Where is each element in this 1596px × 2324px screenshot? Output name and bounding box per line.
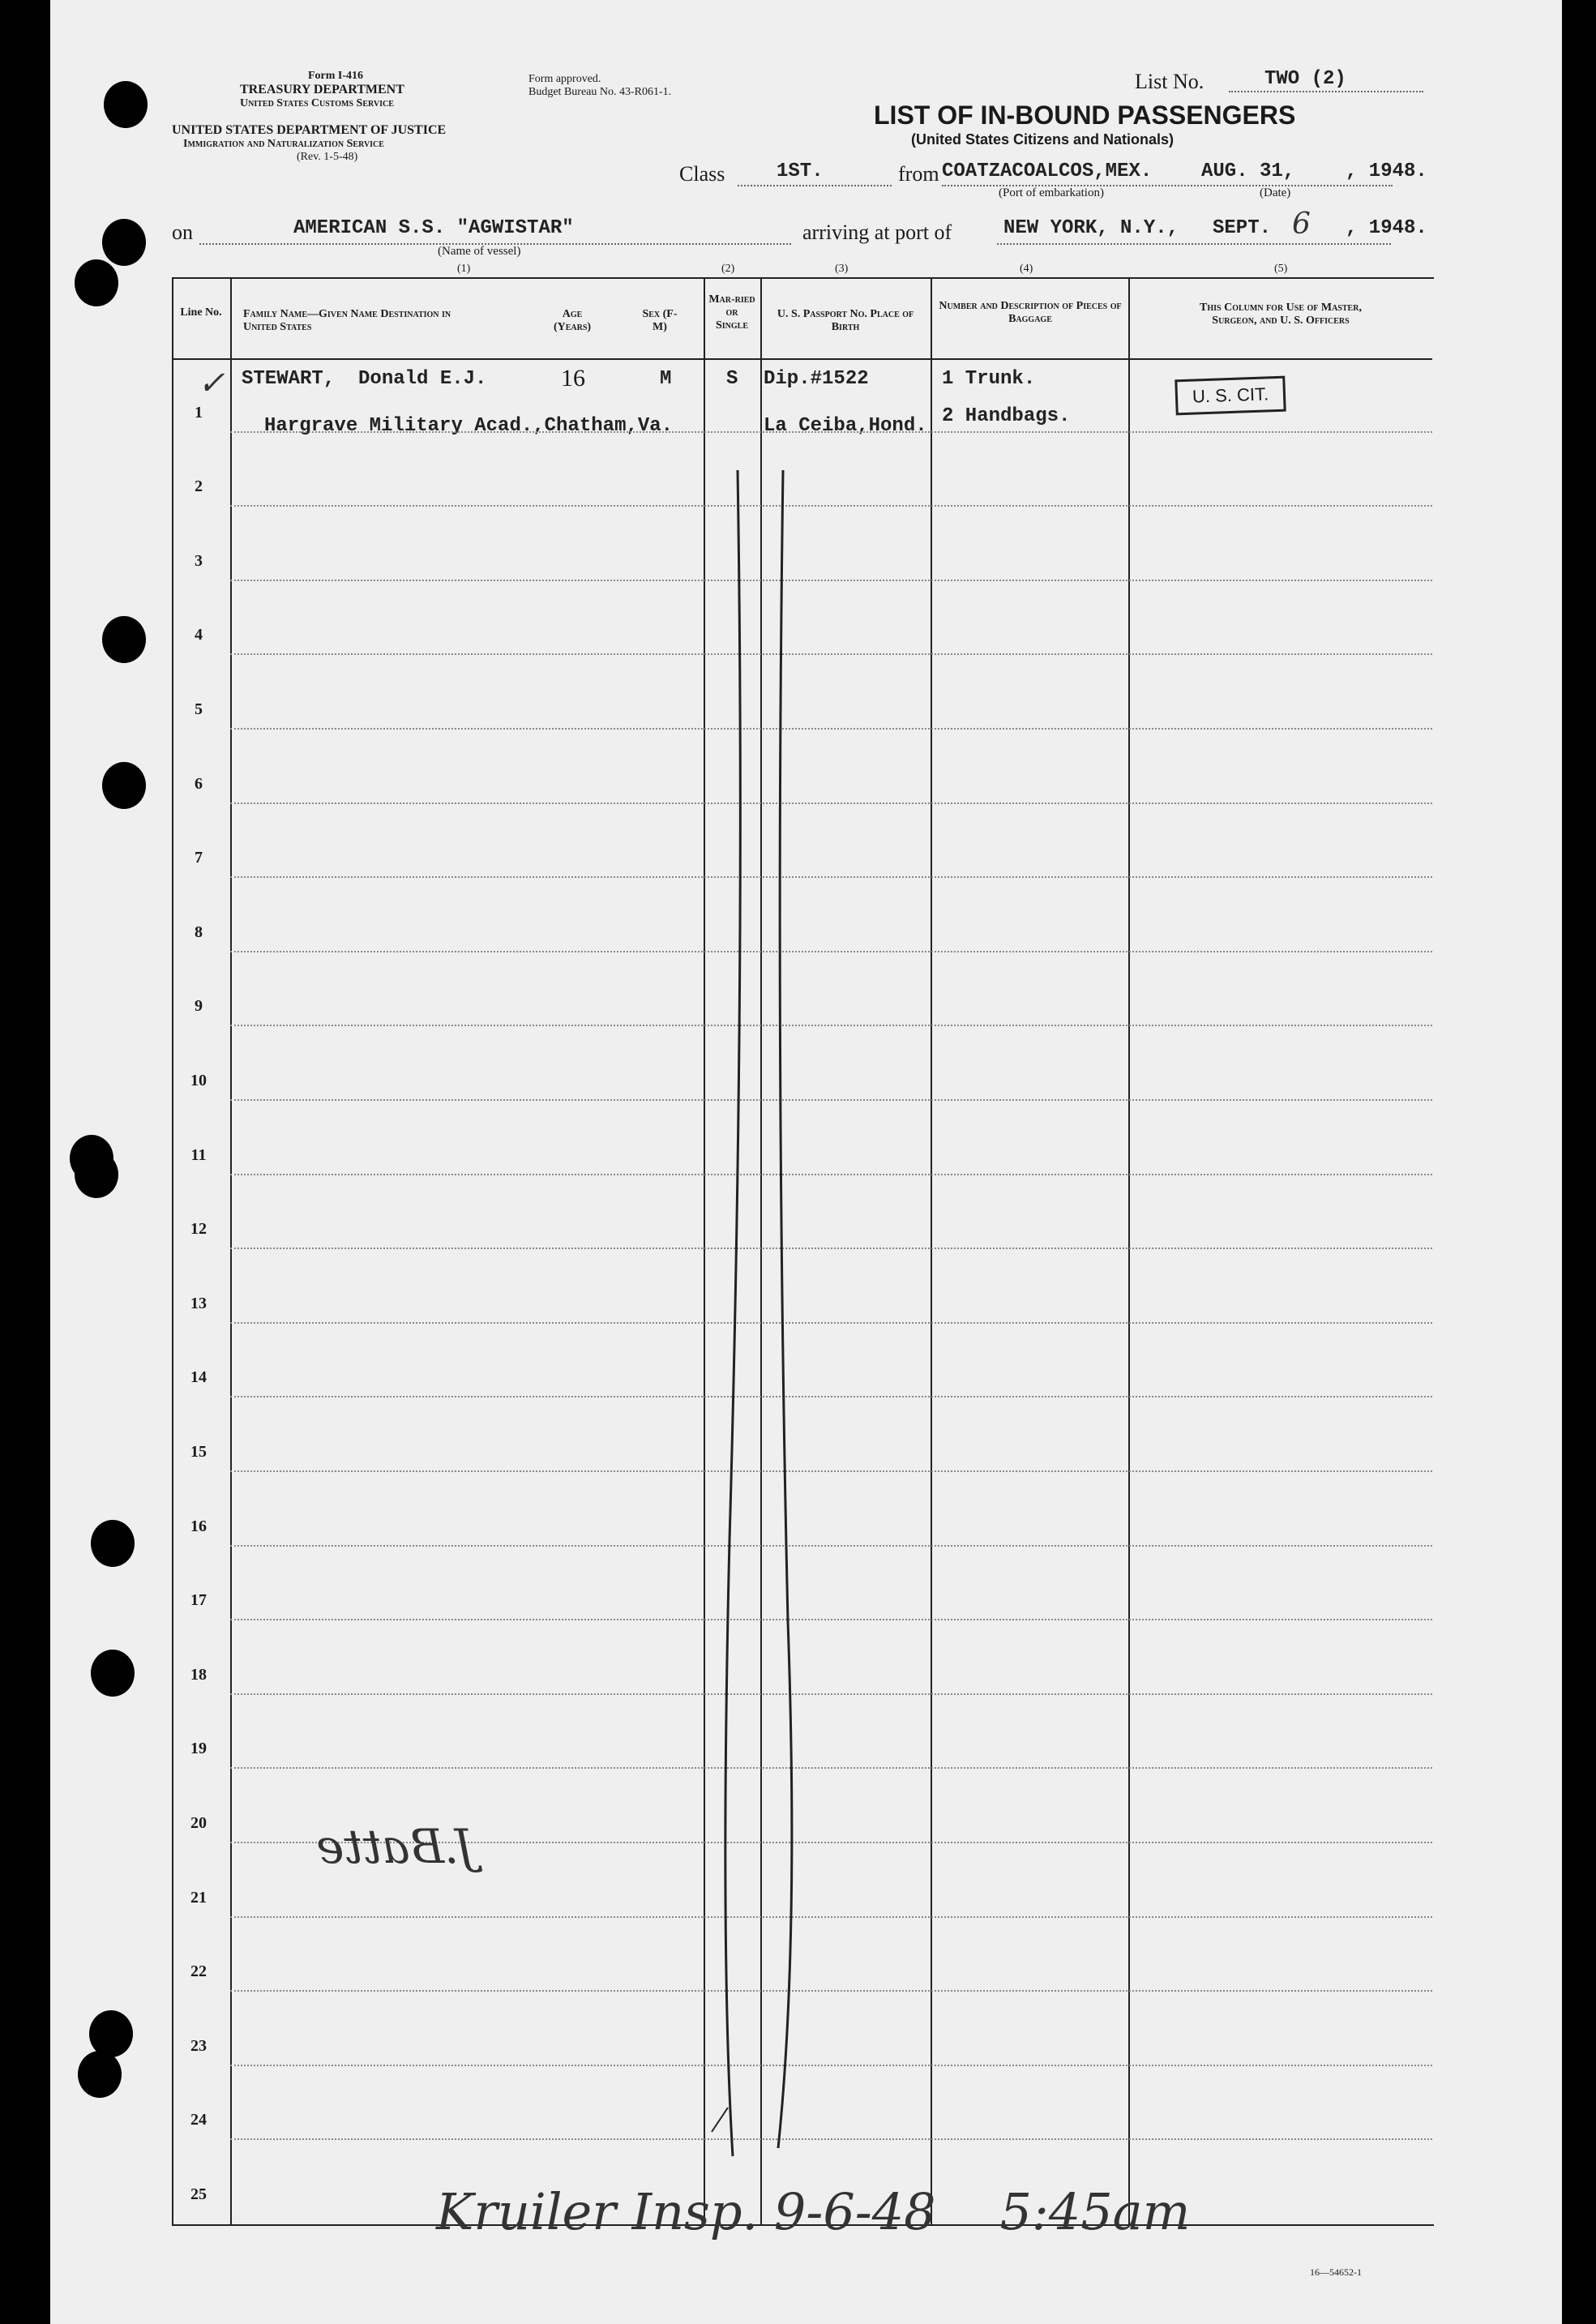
line-number: 3 <box>195 551 203 570</box>
form-number: Form I-416 <box>308 70 364 82</box>
class-value: 1ST. <box>777 160 824 182</box>
us-citizen-stamp: U. S. CIT. <box>1175 376 1286 416</box>
form-footer-code: 16—54652-1 <box>1310 2266 1362 2278</box>
header-officers: This Column for Use of Master, Surgeon, and U. S. Officers <box>1200 302 1362 327</box>
line-number: 7 <box>195 849 203 867</box>
embarkation-date: AUG. 31, <box>1201 160 1295 182</box>
treasury-department: TREASURY DEPARTMENT <box>240 83 404 96</box>
list-subtitle: (United States Citizens and Nationals) <box>911 131 1175 148</box>
line-number: 21 <box>190 1888 207 1907</box>
header-name: Family Name—Given Name Destination in United States <box>243 308 451 333</box>
passenger-name: STEWART, Donald E.J. <box>242 368 487 390</box>
customs-service: United States Customs Service <box>240 97 394 109</box>
list-no-value: TWO (2) <box>1264 68 1346 90</box>
header-sex: Sex (F-M) <box>642 308 678 333</box>
passenger-married: S <box>726 368 738 390</box>
line-number: 25 <box>190 2185 207 2203</box>
vessel-name: AMERICAN S.S. "AGWISTAR" <box>293 217 574 239</box>
line-number: 4 <box>195 626 203 644</box>
arrival-port: NEW YORK, N.Y., <box>1003 217 1179 239</box>
passenger-sex: M <box>660 368 672 390</box>
port-of-embarkation: COATZACOALCOS,MEX. <box>942 160 1153 182</box>
destination: Hargrave Military Acad.,Chatham,Va. <box>264 415 674 437</box>
arrival-year: , 1948. <box>1346 217 1427 239</box>
officer-signature: J.Batte <box>316 1819 475 1874</box>
form-approved: Form approved. <box>528 73 601 85</box>
embarkation-year: , 1948. <box>1346 160 1427 182</box>
column-num-1: (1) <box>457 263 471 275</box>
baggage-handbags: 2 Handbags. <box>942 405 1071 427</box>
column-num-2: (2) <box>721 263 735 275</box>
line-number: 20 <box>190 1814 207 1832</box>
list-no-label: List No. <box>1135 70 1204 93</box>
line-number: 1 <box>195 403 203 422</box>
line-number: 11 <box>190 1145 207 1164</box>
department-of-justice: UNITED STATES DEPARTMENT OF JUSTICE <box>172 123 447 137</box>
class-label: Class <box>679 162 725 186</box>
header-married: Mar-ried or Single <box>708 293 755 332</box>
line-number: 24 <box>190 2111 207 2129</box>
arriving-label: arriving at port of <box>802 220 952 244</box>
line-number: 9 <box>195 997 203 1016</box>
header-age: Age (Years) <box>553 308 592 333</box>
header-passport: U. S. Passport No. Place of Birth <box>777 308 914 333</box>
column-num-4: (4) <box>1020 263 1033 275</box>
inspector-note: Kruiler Insp. 9-6-48 5:45am <box>436 2182 1191 2241</box>
column-num-5: (5) <box>1274 263 1288 275</box>
budget-bureau: Budget Bureau No. 43-R061-1. <box>528 86 672 98</box>
list-title: LIST OF IN-BOUND PASSENGERS <box>874 101 1296 130</box>
revision: (Rev. 1-5-48) <box>297 151 358 163</box>
header-baggage: Number and Description of Pieces of Baggage <box>939 300 1122 325</box>
line-number: 10 <box>190 1072 207 1089</box>
line-number: 23 <box>190 2036 207 2055</box>
line-number: 12 <box>190 1220 207 1239</box>
from-label: from <box>898 162 939 186</box>
date-caption: (Date) <box>1260 186 1291 199</box>
on-label: on <box>172 220 193 244</box>
arrival-month: SEPT. <box>1213 217 1272 239</box>
check-mark: ✓ <box>198 365 225 402</box>
line-number: 16 <box>190 1517 207 1535</box>
line-number: 6 <box>195 774 203 793</box>
line-number: 14 <box>190 1368 207 1387</box>
line-number: 19 <box>190 1740 207 1758</box>
place-of-birth: La Ceiba,Hond. <box>764 415 927 437</box>
line-number: 13 <box>190 1294 207 1312</box>
line-number: 18 <box>190 1665 207 1684</box>
line-number: 5 <box>195 700 203 718</box>
line-number: 22 <box>190 1962 207 1981</box>
header-line-no: Line No. <box>180 306 222 319</box>
line-number: 17 <box>190 1591 207 1610</box>
passenger-age: 16 <box>561 365 585 392</box>
column-num-3: (3) <box>835 263 849 275</box>
arrival-day: 6 <box>1292 208 1311 241</box>
embarkation-caption: (Port of embarkation) <box>999 186 1104 199</box>
line-number: 2 <box>195 477 203 496</box>
baggage-trunk: 1 Trunk. <box>942 368 1036 390</box>
passport-number: Dip.#1522 <box>764 368 869 390</box>
line-number: 15 <box>190 1443 207 1461</box>
ins-line: Immigration and Naturalization Service <box>183 138 384 150</box>
vessel-caption: (Name of vessel) <box>438 245 521 258</box>
line-number: 8 <box>195 922 203 941</box>
